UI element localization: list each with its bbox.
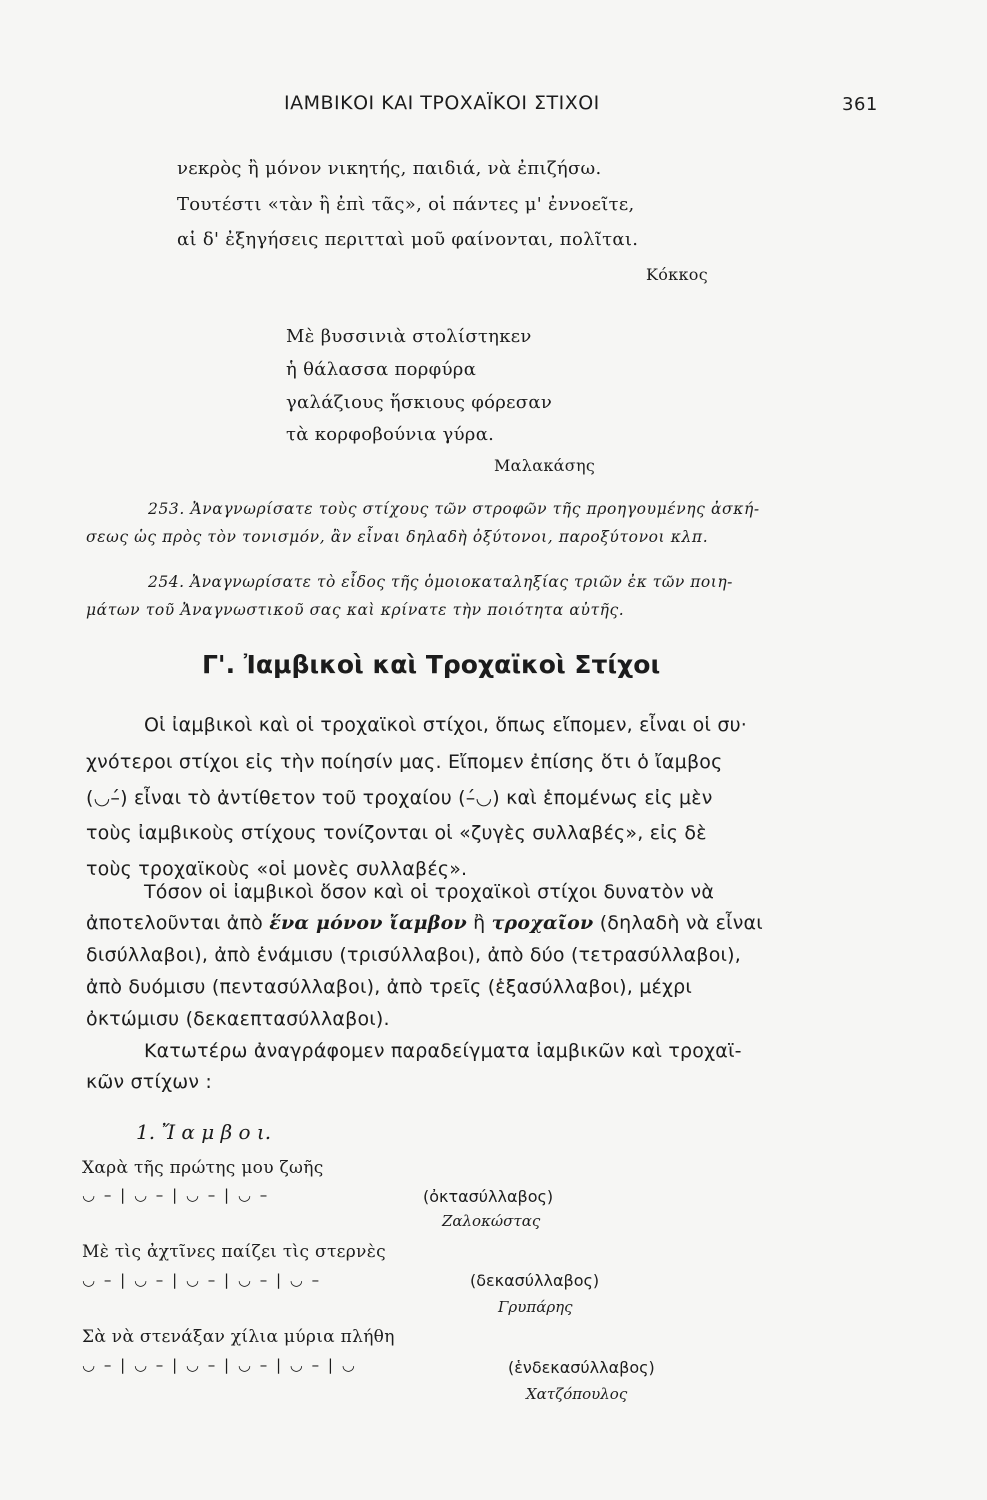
example-1-author: Ζαλοκώστας bbox=[442, 1212, 541, 1230]
poem-1-line-1: νεκρὸς ἢ μόνον νικητής, παιδιά, νὰ ἐπιζήσω. bbox=[177, 158, 602, 179]
examples-heading: 1. Ἴ α μ β ο ι. bbox=[136, 1120, 272, 1144]
para-2-line-3: δισύλλαβοι), ἀπὸ ἑνάμισυ (τρισύλλαβοι), ἀπὸ δύο (τετρασύλλαβοι), bbox=[86, 944, 741, 966]
exercise-253-line-2: σεως ὡς πρὸς τὸν τονισμόν, ἂν εἶναι δηλαδὴ ὀξύτονοι, παροξύτονοι κλπ. bbox=[86, 528, 709, 546]
example-3-verse: Σὰ νὰ στενάξαν χίλια μύρια πλήθη bbox=[82, 1327, 395, 1347]
poem-1-line-3: αἱ δ' ἐξηγήσεις περιτταὶ μοῦ φαίνονται, πολῖται. bbox=[177, 229, 639, 250]
running-header-title: ΙΑΜΒΙΚΟΙ ΚΑΙ ΤΡΟΧΑΪΚΟΙ ΣΤΙΧΟΙ bbox=[284, 92, 600, 114]
poem-1-line-2: Τουτέστι «τὰν ἢ ἐπὶ τᾶς», οἱ πάντες μ' ἐννοεῖτε, bbox=[177, 194, 635, 215]
exercise-253-line-1: 253. Ἀναγνωρίσατε τοὺς στίχους τῶν στροφῶν τῆς προηγουμένης ἀσκή- bbox=[148, 500, 760, 518]
example-3-meter: ◡ – | ◡ – | ◡ – | ◡ – | ◡ – | ◡ bbox=[82, 1356, 357, 1374]
exercise-254-line-1: 254. Ἀναγνωρίσατε τὸ εἶδος τῆς ὁμοιοκαταληξίας τριῶν ἐκ τῶν ποιη- bbox=[148, 573, 733, 591]
para-2-emphasis-trochee: τροχαῖον bbox=[491, 912, 594, 934]
poem-2-line-3: γαλάζιους ἥσκιους φόρεσαν bbox=[286, 392, 553, 413]
para-1-line-3: (◡–́) εἶναι τὸ ἀντίθετον τοῦ τροχαίου (–́◡) καὶ ἑπομένως εἰς μὲν bbox=[86, 787, 713, 809]
para-2-line-5: ὀκτώμισυ (δεκαεπτασύλλαβοι). bbox=[86, 1008, 390, 1030]
para-1-line-2: χνότεροι στίχοι εἰς τὴν ποίησίν μας. Εἴπομεν ἐπίσης ὅτι ὁ ἴαμβος bbox=[86, 751, 723, 773]
para-2-line-1: Τόσον οἱ ἰαμβικοὶ ὅσον καὶ οἱ τροχαϊκοὶ στίχοι δυνατὸν νὰ bbox=[144, 881, 715, 903]
para-2-line-2-text-a: ἀποτελοῦνται ἀπὸ bbox=[86, 912, 270, 934]
example-2-meter: ◡ – | ◡ – | ◡ – | ◡ – | ◡ – bbox=[82, 1271, 322, 1289]
para-1-line-4: τοὺς ἰαμβικοὺς στίχους τονίζονται οἱ «ζυγὲς συλλαβές», εἰς δὲ bbox=[86, 822, 707, 844]
poem-1-author: Κόκκος bbox=[646, 265, 708, 284]
example-2-syllable-count: (δεκασύλλαβος) bbox=[470, 1271, 600, 1290]
section-heading: Γ'. Ἰαμβικοὶ καὶ Τροχαϊκοὶ Στίχοι bbox=[202, 650, 661, 679]
para-3-line-1: Κατωτέρω ἀναγράφομεν παραδείγματα ἰαμβικῶν καὶ τροχαϊ- bbox=[144, 1040, 742, 1062]
exercise-254-line-2: μάτων τοῦ Ἀναγνωστικοῦ σας καὶ κρίνατε τὴν ποιότητα αὐτῆς. bbox=[86, 601, 625, 619]
para-1-line-5: τοὺς τροχαϊκοὺς «οἱ μονὲς συλλαβές». bbox=[86, 858, 468, 880]
example-3-author: Χατζόπουλος bbox=[526, 1385, 628, 1403]
para-2-line-2-text-c: (δηλαδὴ νὰ εἶναι bbox=[593, 912, 763, 934]
para-2-line-4: ἀπὸ δυόμισυ (πεντασύλλαβοι), ἀπὸ τρεῖς (ἑξασύλλαβοι), μέχρι bbox=[86, 976, 693, 998]
para-1-line-1: Οἱ ἰαμβικοὶ καὶ οἱ τροχαϊκοὶ στίχοι, ὅπως εἴπομεν, εἶναι οἱ συ· bbox=[144, 714, 748, 736]
para-2-line-2-text-b: ἢ bbox=[466, 912, 492, 934]
poem-2-author: Μαλακάσης bbox=[494, 456, 596, 475]
example-1-verse: Χαρὰ τῆς πρώτης μου ζωῆς bbox=[82, 1158, 324, 1178]
example-2-author: Γρυπάρης bbox=[498, 1298, 573, 1316]
para-2-emphasis-iamb: ἕνα μόνον ἴαμβον bbox=[269, 912, 467, 934]
example-2-verse: Μὲ τὶς ἀχτῖνες παίζει τὶς στερνὲς bbox=[82, 1242, 386, 1262]
poem-2-line-4: τὰ κορφοβούνια γύρα. bbox=[286, 424, 495, 445]
para-3-line-2: κῶν στίχων : bbox=[86, 1071, 213, 1093]
para-2-line-2 bbox=[86, 912, 763, 934]
poem-2-line-2: ἡ θάλασσα πορφύρα bbox=[286, 359, 477, 380]
example-1-syllable-count: (ὀκτασύλλαβος) bbox=[423, 1187, 554, 1206]
example-3-syllable-count: (ἑνδεκασύλλαβος) bbox=[508, 1358, 655, 1377]
page-number: 361 bbox=[842, 94, 878, 115]
poem-2-line-1: Μὲ βυσσινιὰ στολίστηκεν bbox=[286, 326, 532, 347]
example-1-meter: ◡ – | ◡ – | ◡ – | ◡ – bbox=[82, 1186, 270, 1204]
